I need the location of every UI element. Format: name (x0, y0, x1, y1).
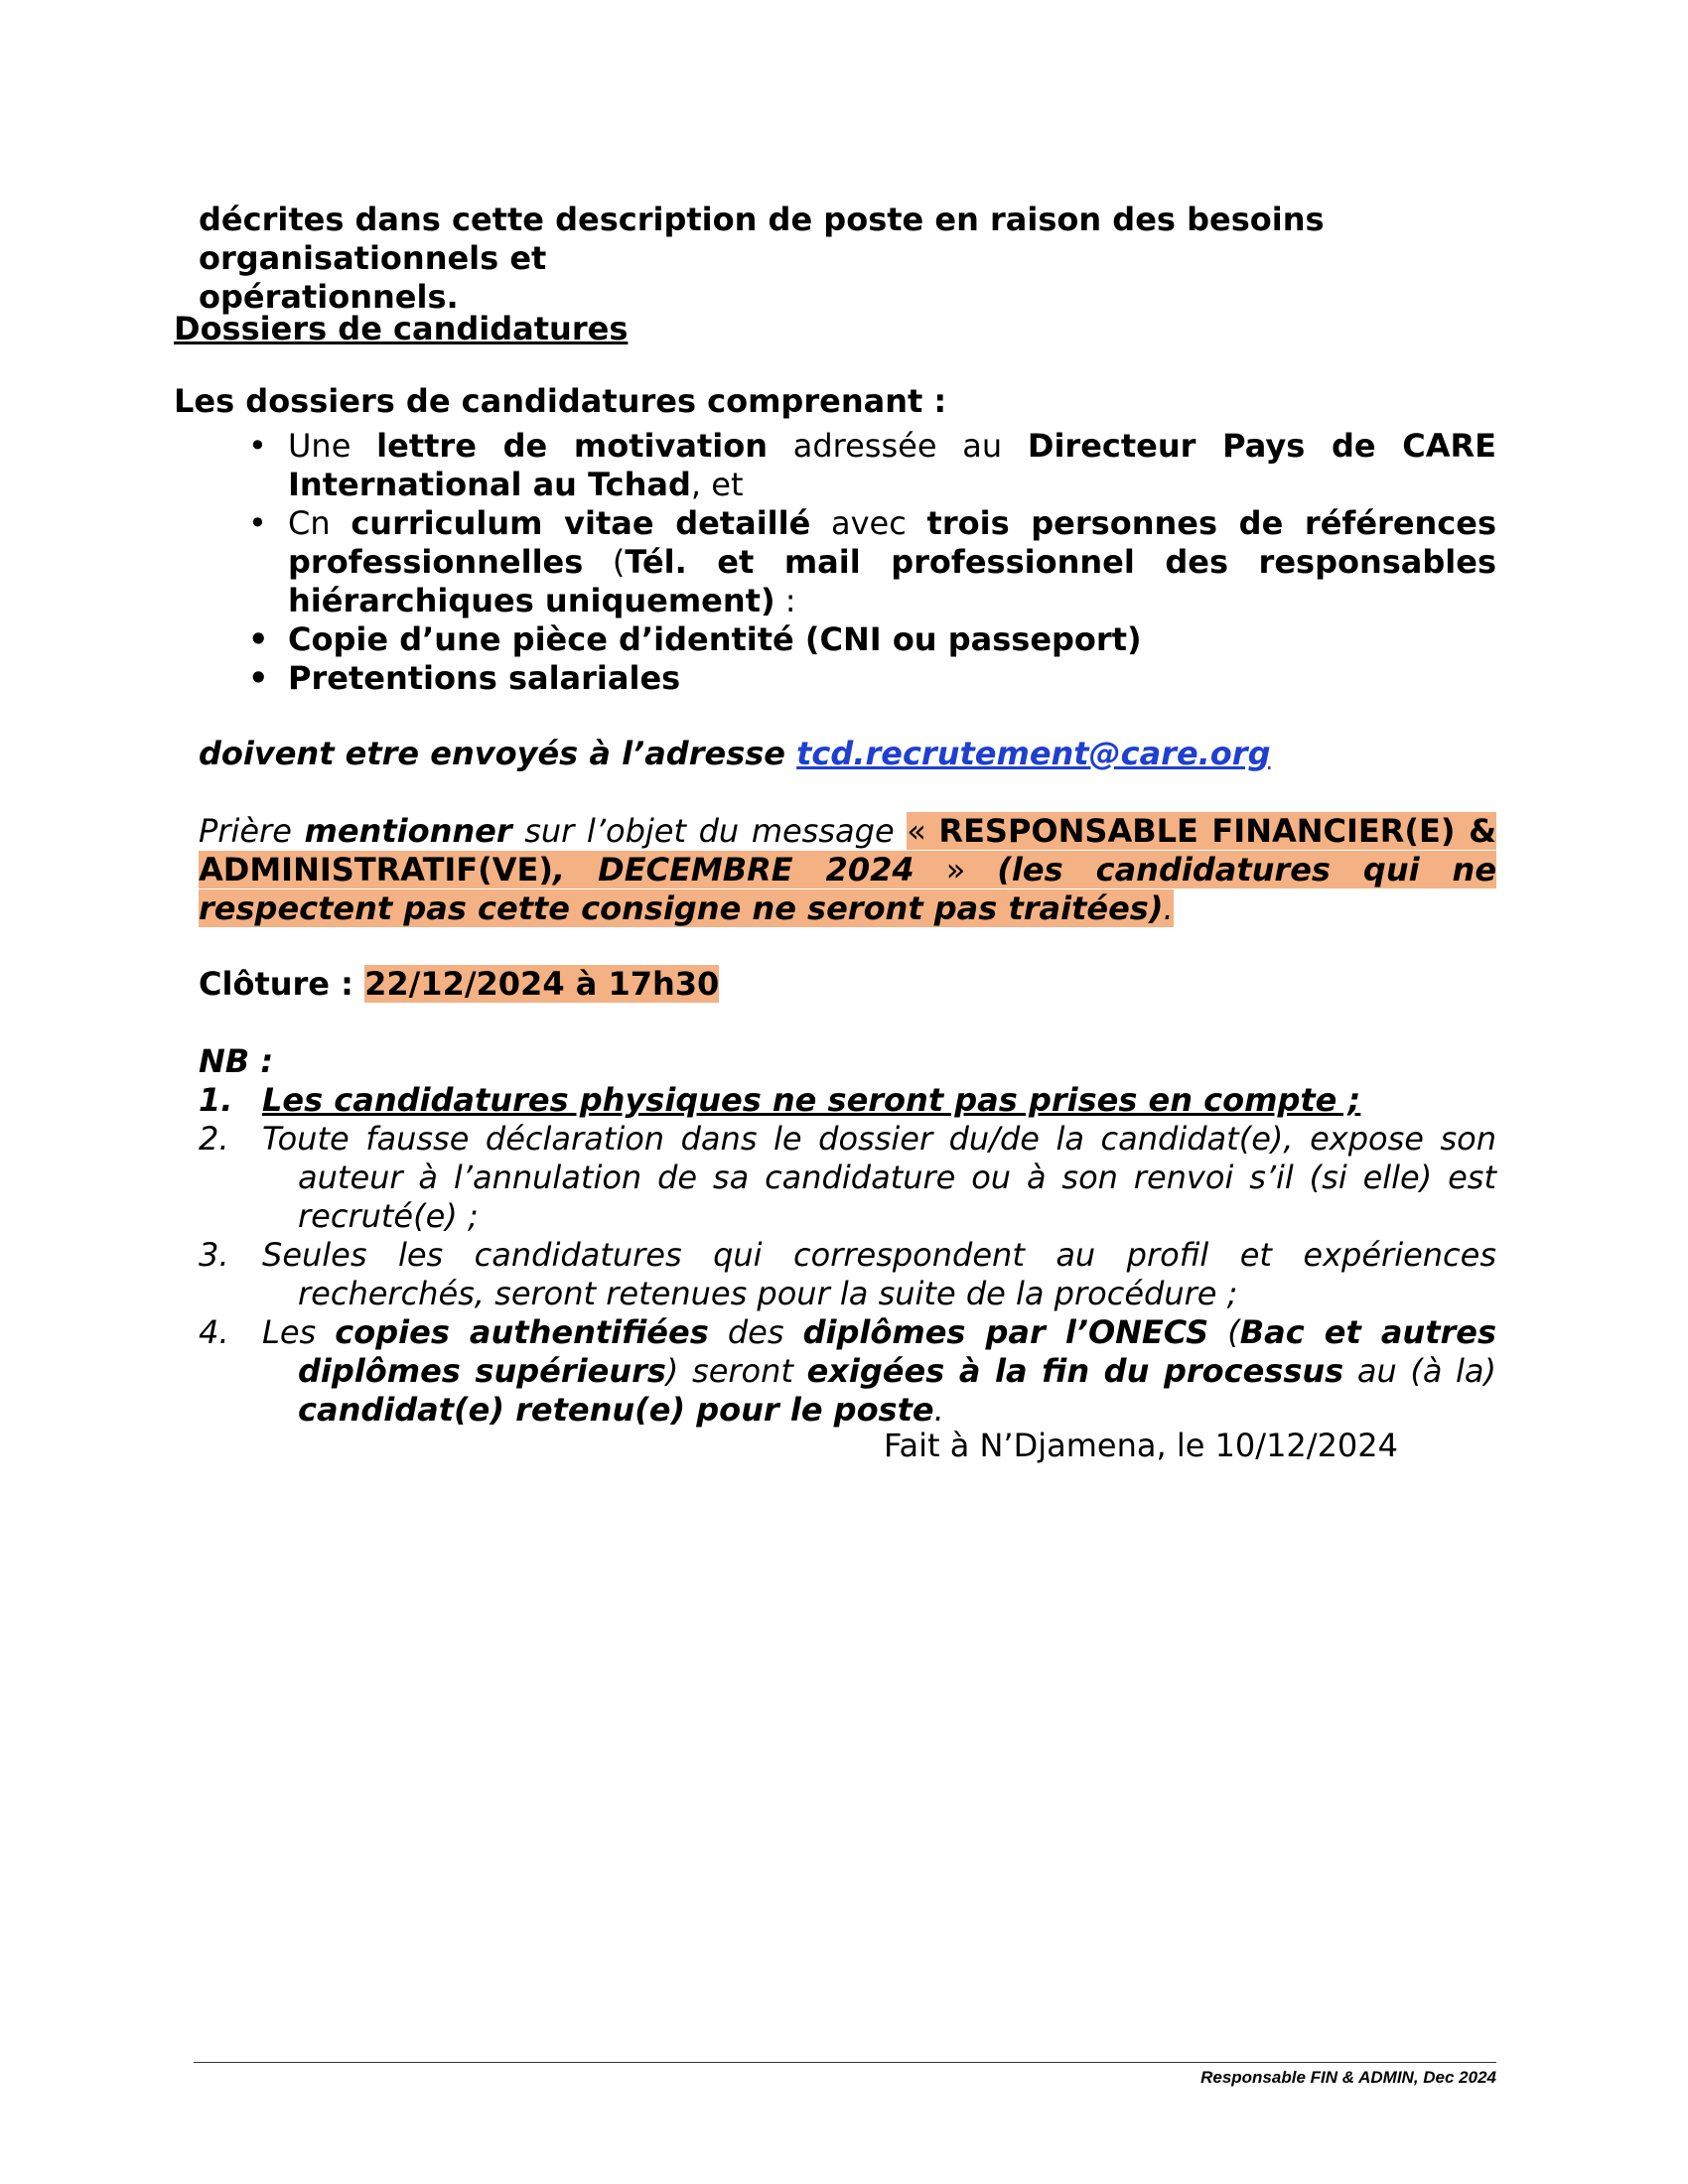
text-run: Directeur Pays de CARE International au Tchad (288, 427, 1497, 503)
text-run: curriculum vitae detaillé (351, 504, 811, 542)
list-item (199, 504, 1496, 620)
text-run: , et (690, 466, 744, 503)
text-run: ) seront (665, 1352, 807, 1390)
documents-list (199, 427, 1496, 698)
text-run: candidat(e) retenu(e) pour le poste (298, 1391, 934, 1429)
list-item (199, 1120, 1496, 1236)
text-run: exigées à la fin du processus (806, 1352, 1344, 1390)
text-run: diplômes par l’ONECS (802, 1313, 1209, 1351)
text-run: RESPONSABLE FINANCIER(E) & ADMINISTRATIF(VE) (199, 812, 1497, 888)
text-run: Prière (199, 812, 305, 850)
text-run: . (933, 1391, 944, 1429)
text-run: Seules les candidatures qui correspondent au profil et expériences recherchés, seront retenues pour la suite de la procédure ; (262, 1236, 1496, 1312)
intro-line-1: décrites dans cette description de poste en raison des besoins organisationnels et (199, 201, 1325, 277)
nb-list (199, 1081, 1496, 1430)
text-run: » (914, 851, 998, 888)
text-run: Copie d’une pièce d’identité (CNI ou passeport) (288, 620, 1142, 658)
text-run: trois personnes de références professionnelles (288, 504, 1497, 581)
text-run: ( (1208, 1313, 1240, 1351)
text-run: au (à la) (1343, 1352, 1497, 1390)
text-run: mentionner (304, 812, 512, 850)
bullet-icon: • (248, 620, 269, 658)
item-number: 4. (199, 1313, 229, 1351)
bullet-icon: • (248, 427, 267, 465)
text-run: sur l’objet du message (511, 812, 908, 850)
email-link[interactable]: tcd.recrutement@care.org (796, 735, 1271, 772)
item-number: 3. (199, 1236, 229, 1274)
intro-paragraph (199, 201, 1496, 317)
text-run: Tél. et mail professionnel des responsables hiérarchiques uniquement) (288, 543, 1497, 619)
send-text: doivent etre envoyés à l’adresse (199, 735, 797, 772)
text-run: Toute fausse déclaration dans le dossier du/de la candidat(e), expose son auteur à l’annulation de sa candidature ou à son renvoi s’il (si elle) est recruté(e) ; (262, 1120, 1496, 1235)
text-run: Les candidatures physiques ne seront pas prises en compte ; (262, 1081, 1361, 1119)
text-run: copies authentifiées (335, 1313, 709, 1351)
bullet-icon: • (248, 504, 267, 542)
text-run: Une (288, 427, 377, 465)
send-instruction (199, 735, 1270, 772)
bullet-icon: • (248, 659, 269, 697)
nb-title: NB : (199, 1042, 274, 1080)
signature-line: Fait à N’Djamena, le 10/12/2024 (884, 1427, 1398, 1464)
closing-value: 22/12/2024 à 17h30 (364, 965, 720, 1003)
text-run: . (1163, 889, 1174, 927)
closing-date (199, 965, 719, 1003)
list-item (199, 1236, 1496, 1313)
text-run: Bac et autres diplômes supérieurs (298, 1313, 1497, 1390)
text-run: lettre de motivation (376, 427, 768, 465)
footer-text: Responsable FIN & ADMIN, Dec 2024 (1200, 2068, 1496, 2087)
text-run: : (774, 582, 796, 619)
item-number: 1. (199, 1081, 233, 1119)
text-run: Cn (288, 504, 352, 542)
footer-divider (194, 2062, 1496, 2063)
closing-label: Clôture : (199, 965, 365, 1003)
item-number: 2. (199, 1120, 229, 1158)
list-item (199, 659, 1496, 698)
text-run: Pretentions salariales (288, 659, 681, 697)
mention-paragraph (199, 812, 1496, 928)
list-item (199, 1313, 1496, 1430)
text-run: Les (262, 1313, 336, 1351)
list-item (199, 1081, 1496, 1120)
text-run: « (907, 812, 939, 850)
text-run: avec (810, 504, 927, 542)
text-run: adressée au (768, 427, 1028, 465)
section-title: Dossiers de candidatures (174, 310, 629, 347)
text-run: ( (583, 543, 626, 581)
text-run: des (708, 1313, 803, 1351)
intro-line-2: opérationnels. (199, 278, 459, 316)
list-item (199, 427, 1496, 504)
lead-text: Les dossiers de candidatures comprenant : (174, 382, 947, 420)
list-item (199, 620, 1496, 659)
text-run: (les candidatures qui ne respectent pas cette consigne ne seront pas traitées) (199, 851, 1497, 927)
text-run: , DECEMBRE 2024 (553, 851, 914, 888)
